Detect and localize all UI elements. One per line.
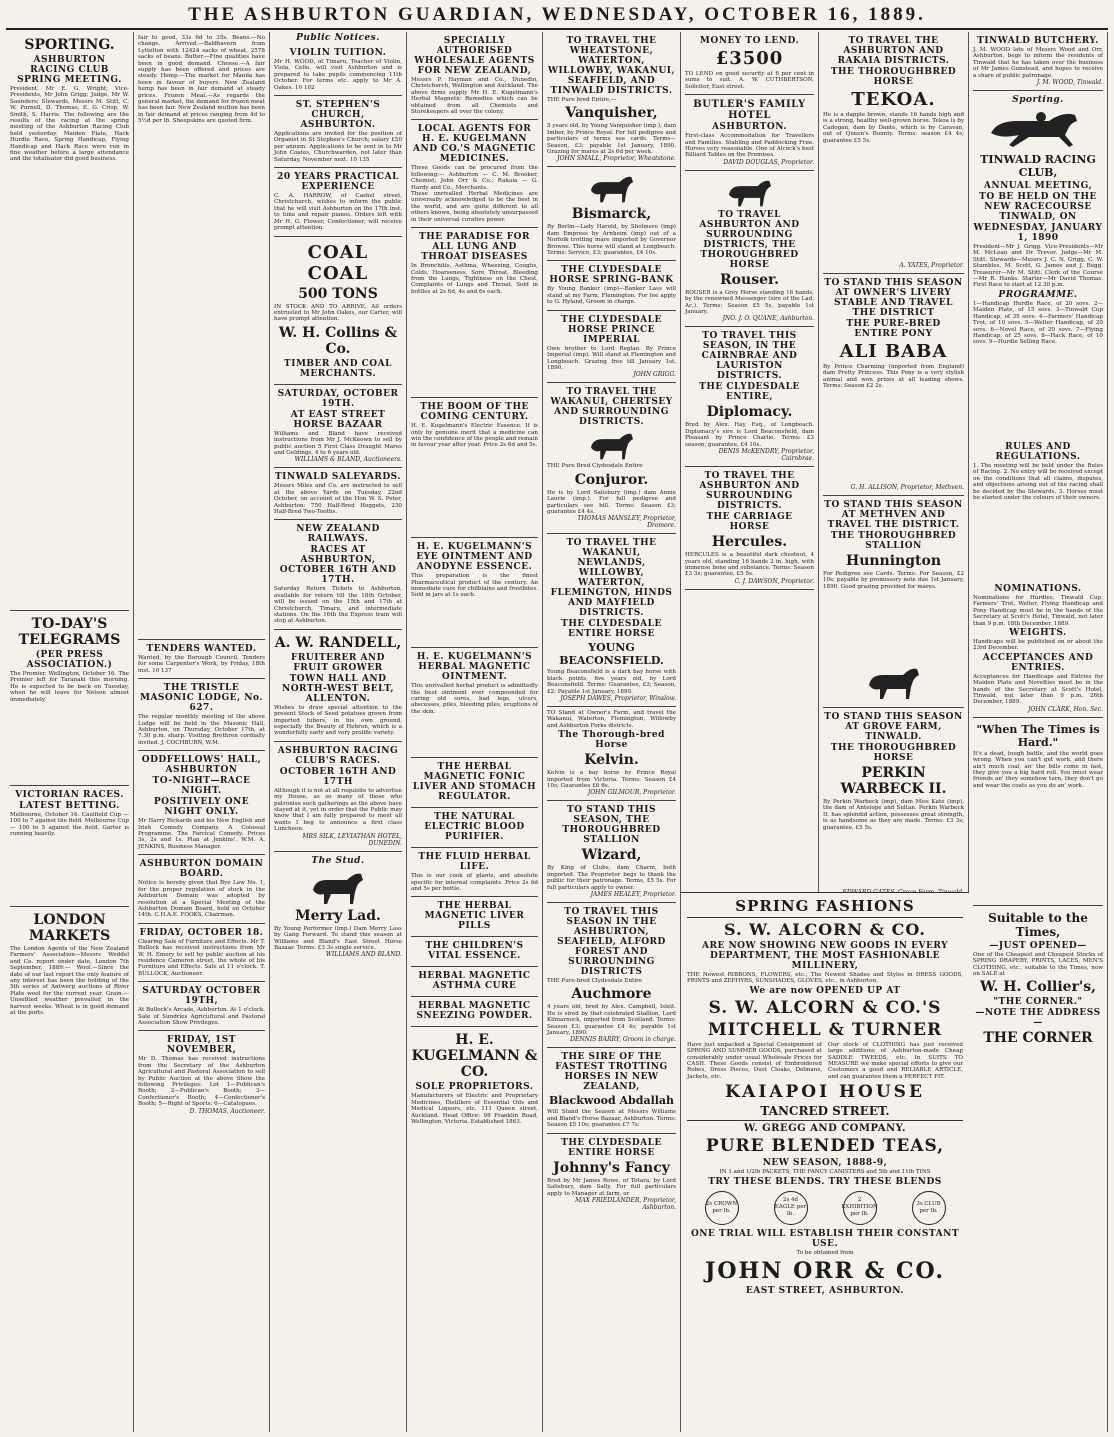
prince-imperial-text: Own brother to Lord Reglan. By Prince Imperial (imp). Will stand at Flemington and Longbeach. Grazing free till January 1st, 1890.: [547, 345, 676, 371]
auchmore-sig: DENNIS BARRY, Groom in charge.: [570, 1036, 676, 1044]
corner-title: "THE CORNER.": [993, 997, 1083, 1008]
bazaar-text: Williams and Bland have received instructions from Mr J. McKeown to sell by public auction 5 First Class Draught Mares and Geldings, 4 to 6 years old.: [274, 430, 402, 456]
fluid-text: This is our cook of plants, and absolute specific for internal complaints. Price 2s 6d and 5s per bottle.: [411, 873, 538, 892]
railways-sub: RACES AT ASHBURTON, OCTOBER 16TH AND 17TH.: [279, 545, 397, 586]
latest-betting-title: LATEST BETTING.: [19, 801, 120, 811]
obtained-text: To be obtained from: [796, 1249, 854, 1256]
collier-title: W. H. Collier's,: [979, 979, 1097, 996]
boom-text: H. E. Kugelmann's Electric Essence. It is only by genuine merit that a medicine can win the confidence of the people and remain in favour year after year. Price 2s 6d and 5s.: [411, 423, 538, 449]
kelvin-title: Kelvin.: [584, 752, 639, 769]
auchmore-pre: THE Pure-bred Clydesdale Entire: [547, 978, 643, 985]
herbal-ointment-title: H. E. KUGELMANN'S HERBAL MAGNETIC OINTMENT.: [416, 652, 533, 683]
racehorse-illustration: [983, 107, 1093, 151]
hotel-title: BUTLER'S FAMILY HOTEL: [693, 99, 806, 122]
childrens-title: THE CHILDREN'S VITAL ESSENCE.: [425, 941, 524, 962]
auchmore-title: Auchmore: [571, 986, 652, 1003]
hercules-heading: TO TRAVEL THE ASHBURTON AND SURROUNDING DISTRICTS.: [699, 471, 800, 512]
kelvin-text: Kelvin is a bay horse by Prince Royal imported from Victoria. Terms: Season £4 10s; Guarantee £6 6s.: [547, 770, 676, 789]
tea-badge-crown: 2s CROWN per lb.: [705, 1191, 739, 1225]
liver-title: THE HERBAL MAGNETIC FONIC LIVER AND STOMACH REGULATOR.: [412, 762, 537, 803]
note-address: —NOTE THE ADDRESS—: [975, 1008, 1101, 1029]
auchmore-text: 4 years old, bred by Alex. Campbell, Isleit. He is sired by that celebrated Stallion, Lord Kilmarnock, imported from Scotland. Terms: Season £3; guarantee £4 4s; payable 1st January, 1890.: [547, 1004, 676, 1037]
abdallah-heading: THE SIRE OF THE FASTEST TROTTING HORSES IN NEW ZEALAND,: [555, 1052, 668, 1093]
randell-text: Wishes to draw special attention to the present Stock of Seed potatoes grown from imported tubers, in his own ground, especially the Beauty of Hebron, which is a wonderfully early and very prolific variety.: [274, 704, 402, 737]
hercules-text: HERCULES is a beautiful dark chestnut, 4 years old, standing 16 hands 2 in. high, with immense bone and substance. Terms: Season £3 3s; guarantee, £5 5s.: [685, 552, 814, 578]
just-opened: —JUST OPENED—: [989, 940, 1087, 951]
perkin-text: By Perkin Warbeck (imp), dam Miss Kate (imp), the dam of Antelope and Sultan. Perkin Warbeck II. has splendid action, possesses great strength, is as handsome as they are made. Terms: £3 3s; guarantee, £5 5s.: [823, 799, 964, 831]
bismarck-text: By Berlin—Lady Harold, by Sholmere (imp) dam Empress by Arnheim (imp) out of a Norfolk trotting mare imported by Governor Browne. This horse will stand at Longbeach. Terms: Service, £3; guarantee, £4 10s.: [547, 224, 676, 257]
racing-club-ad-sub: OCTOBER 16TH AND 17TH: [279, 766, 397, 787]
racing-club-ad-text: Although it is not at all requisite to advertise my House, as so many of those who patronise such gatherings as the above have stayed at it, yet in order that the Public may know that I am fully prepared to meet all wants I beg to announce a first class Luncheon.: [274, 787, 402, 833]
hercules-title: Hercules.: [711, 534, 788, 551]
hard-times-text: It's a dead, tough battle, and the world goes wrong. When you can't get work, and there ain't much coal, an' the bills come in fast, they give you a big hard roll. You must wear friends an' they somehow turn, they don't go and wear the coats as you do an' work.: [973, 750, 1103, 789]
teas-title: PURE BLENDED TEAS,: [705, 1136, 945, 1157]
diplomacy-sig: DENIS McKENDRY, Proprietor, Cairnbrae.: [718, 448, 814, 463]
oddfellows-pos: POSITIVELY ONE NIGHT ONLY.: [153, 797, 250, 818]
springbank-title: THE CLYDESDALE HORSE SPRING-BANK: [549, 265, 674, 286]
column-2: [134, 32, 270, 1432]
tea-badge-eagle: 2s 4d EAGLE per lb.: [774, 1191, 808, 1225]
johnny-heading: THE CLYDESDALE ENTIRE HORSE: [561, 1137, 662, 1158]
mitchell-turner-text: Have just unpacked a Special Consignment of SPRING AND SUMMER GOODS, purchased at considerably under usual Wholesale Prices for CASH. These Goods consist of Embroidered Robes, Dress Pieces, Dust Cloaks, Dolmans, Jackets, etc.: [687, 1041, 822, 1080]
tancred-street: TANCRED STREET.: [760, 1104, 890, 1119]
beaconsfield-text: Young Beaconsfield is a dark bay horse with black points, five years old, by Lord Beaconsfield. Terms: Guarantee, £3; Season, £2; Payable 1st January, 1890.: [547, 669, 676, 695]
railways-title: NEW ZEALAND RAILWAYS.: [296, 524, 380, 545]
alcorn-text-2: THE Newest RIBBONS, FLOWERS, etc., The Newest Shades and Styles in DRESS GOODS, PRINTS and ZEPHYRS, SUNSHADES, GLOVES, etc., in Ashburton.: [687, 972, 963, 985]
mitchell-turner-clothing: Our stock of CLOTHING has just received large additions of Ashburton-made Cheap SADDLE TWEEDS, etc. In SUITS TO MEASURE we make special efforts to give our Customers a good and RELIABLE ARTICLE, and can guarantee them a PERFECT FIT.: [828, 1041, 963, 1080]
agents-title: SPECIALLY AUTHORISED WHOLESALE AGENTS FOR NEW ZEALAND,: [414, 36, 535, 76]
column-5: [543, 32, 681, 1432]
alibaba-text: By Prince Charming (imported from England) dam Pretty Princess. This Pony is a very stylish animal and won prizes at all leading shows. Terms: Season £2 2s.: [823, 364, 964, 390]
sporting-heading: SPORTING.: [24, 37, 115, 53]
horse-illustration: [303, 868, 373, 906]
vanquisher-sig: JOHN SMALL, Proprietor, Wheatstone.: [557, 155, 676, 163]
sale-title: FRIDAY, OCTOBER 18.: [139, 927, 264, 938]
coal-title: COAL COAL: [307, 241, 369, 284]
tekoa-text: He is a dapple brown, stands 16 hands high and is a strong, healthy well-grown horse. Tekoa is by Cadogan, dam by Dante, which is by Caravan, out of Queen's Bounty. Terms: season £4 4s; guarantee £5 5s.: [823, 112, 964, 144]
horse-illustration: [859, 663, 929, 701]
kugelmann-text: Manufacturers of Electric and Proprietary Medicines, Distillers of Essential Oils and Medical Liquors, etc. 111 Queen street, Auckland. Head Office: 98 Franklin Road, Wellington, Victoria. Established 1863.: [411, 1093, 538, 1125]
johnny-sig: MAX FRIEDLANDER, Proprietor, Ashburton.: [575, 1196, 676, 1211]
tea-price-badges: [687, 1191, 963, 1225]
violin-title: VIOLIN TUITION.: [289, 48, 387, 58]
collins-title: W. H. Collins & Co.: [278, 324, 398, 357]
hercules-sig: C. J. DAWSON, Proprietor.: [734, 577, 814, 585]
rouser-text: ROUSER is a Grey Horse standing 16 hands, by the renowned Messenger (sire of the Lad, Ac.). Terms: Season £5 5s, payable 1st January.: [685, 289, 814, 316]
oddfellows-title: ODDFELLOWS' HALL, ASHBURTON: [141, 755, 262, 776]
weights-title: WEIGHTS.: [1009, 627, 1067, 638]
saleyards-text: Messrs Miles and Co. are instructed to sell at the above Yards on Tuesday, 22nd October, on account of the Hon W. S. Peter, Ashburton: 750 Half-Bred Hoggets, 230 Half-Bred Two-Tooths.: [274, 483, 402, 515]
column-1: [6, 32, 134, 1432]
orr-address: EAST STREET, ASHBURTON.: [745, 1286, 905, 1297]
horse-illustration: [582, 429, 642, 461]
masthead-title: THE ASHBURTON GUARDIAN, WEDNESDAY, OCTOBER 16, 1889.: [188, 4, 926, 25]
wizard-sig: JAMES HEALEY, Proprietor.: [590, 891, 676, 899]
randell-sub: FRUITERER AND FRUIT GROWER: [291, 652, 385, 673]
diplomacy-pre: THE CLYDESDALE ENTIRE,: [699, 382, 800, 403]
collins-sub: TIMBER AND COAL MERCHANTS.: [284, 358, 392, 379]
lodge-title: THE TRISTLE MASONIC LODGE, No. 627.: [139, 683, 263, 714]
randell-title: A. W. RANDELL,: [274, 634, 402, 651]
butchery-text: J. M. WOOD late of Messrs Wood and Orr, Ashburton, begs to inform the residents of Tinwald that he has taken over the business of Mr James Gunstead, and hopes to receive a share of public patronage.: [973, 47, 1103, 79]
kelvin-districts: TO Stand at Owner's Farm, and travel the Wakanui, Waterton, Flemington, Willowby and Ashburton Forks districts.: [547, 709, 676, 729]
butchery-sig: J. M. WOOD, Tinwald.: [1036, 79, 1103, 87]
tinwald-club-title: TINWALD RACING CLUB,: [980, 153, 1096, 180]
spring-fashions-title: SPRING FASHIONS: [735, 897, 915, 915]
hunnington-pre: THE THOROUGHBRED STALLION: [830, 531, 957, 551]
sporting-label: Sporting.: [1012, 95, 1064, 106]
wizard-text: By King of Clubs, dam Charm, both imported. The Proprietor begs to thank the public for their patronage. Terms, £5 5s. For full particulars apply to owner.: [547, 865, 676, 891]
johnny-text: Bred by Mr James Rowe, of Totara, by Lord Salisbury, dam Sally. For full particulars apply to Manager at farm, or: [547, 1177, 676, 1197]
programme-text: 1—Handicap Hurdle Race, of 20 sovs. 2—Maiden Plate, of 15 sovs. 3—Tinwald Cup Handicap, of 35 sovs. 4—Farmers' Handicap Trot, of 10 sovs. 5—Welter Handicap, of 20 sovs. 6—Novel Race, of 20 sovs. 7—Flying Handicap, of 25 sovs. 8—Hack Race, of 10 sovs. 9—Hurdle Selling Race.: [973, 300, 1103, 346]
latest-betting-text: Melbourne, October 16. Caulfield Cup — 100 to 7 against the field. Melbourne Cup — 100 to 5 against the field. Garter is running heavily.: [10, 812, 129, 838]
coal-tons: 500 TONS: [298, 285, 378, 302]
newspaper-page: [6, 4, 1108, 1433]
abdallah-title: Blackwood Abdallah: [548, 1094, 675, 1108]
bismarck-title: Bismarck,: [571, 206, 652, 223]
experience-text: C. A. HARROW, of Cashel street, Christchurch, wishes to inform the public that he will visit Ashburton on the 17th inst. to tune and repair pianos. Orders left with Mr H. G. Flower, Confectioner, will receive prompt attention.: [274, 193, 402, 232]
randell-address: TOWN HALL AND NORTH-WEST BELT, ALLENTON.: [281, 673, 395, 704]
rouser-title: Rouser.: [720, 271, 779, 288]
conjuror-sig: THOMAS MANSLEY, Proprietor, Dromore.: [577, 515, 676, 530]
acceptances-text: Acceptances for Handicaps and Entries for Maiden Plate and Novelties must be in the hands of the Secretary at Scott's Hotel, Tinwald, not later than 9 p.m. 26th December, 1889.: [973, 673, 1103, 706]
columns: [6, 32, 1108, 1432]
agents-text: Messrs P. Hayman and Co., Dunedin, Christchurch, Wellington and Auckland. The above firms supply Mr H. E. Kugelmann's Herbal Magnetic Remedies which can be obtained from all Chemists and Storekeepers all over the colony.: [411, 77, 538, 116]
teas-season: NEW SEASON, 1888-9,: [762, 1158, 888, 1169]
nominations-title: NOMINATIONS.: [994, 583, 1082, 594]
bazaar-sig: WILLIAMS & BLAND, Auctioneers.: [294, 456, 402, 464]
remedies-text: These unrivalled Herbal Medicines are universally acknowledged to be the best in the world, and are quite different to all others known, being absolutely unsurpassed in their universal curative power.: [411, 191, 538, 223]
masthead: [6, 4, 1108, 30]
column-3: [270, 32, 407, 1432]
column-8: [969, 32, 1108, 1432]
rouser-heading: TO TRAVEL ASHBURTON AND SURROUNDING DISTRICTS, THE THOROUGHBRED HORSE: [699, 209, 800, 270]
tinwald-club-date: WEDNESDAY, JANUARY 1, 1890: [973, 223, 1103, 244]
eye-text: This preparation is the finest Pharmaceutical product of the century. An immediate cure for chilblains and frostbites. Sold in jars at 1s each.: [411, 573, 538, 599]
markets-continued: fair to good, 33s 6d to 35s. Beans.—No change. Arrived.—Baldhavern from Lyttelton with 12424 sacks of wheat, 2578 sacks of beans. Butter.—Fine qualities have been in good demand. Cheese.—A fair supply has been offered and prices are steady. Hemp.—The market for Manila has been in favour of buyers. New Zealand hemp has been in fair demand at steady prices. Frozen Meat.—As regards the general market, the demand for frozen meat has been fair. New Zealand mutton has been in fair demand at prices ranging from 4d to 5½d per lb. Sheepskins are quoted firm.: [138, 35, 265, 125]
diplomacy-title: Diplomacy.: [706, 404, 793, 421]
alcorn-text: ARE NOW SHOWING NEW GOODS IN EVERY DEPARTMENT, THE MOST FASHIONABLE MILLINERY,: [702, 941, 948, 971]
tinwald-club-text: President—Mr J. Grigg. Vice-Presidents—Mr M. McLean and Dr Trevor. Judge—Mr M. Stitt. Stewards—Messrs J. C. N. Grigg, C. W. Stumbles, M. Scott, G. James and J. Begg. Treasurer—Mr M. Stitt. Clerk of the Course—Mr R. Hanks. Starter—Mr David Thomas. First Race to start at 12.30 p.m.: [973, 244, 1103, 289]
friday-sale-title: FRIDAY, 1ST NOVEMBER,: [166, 1035, 237, 1056]
hercules-pre: THE CARRIAGE HORSE: [706, 512, 793, 533]
oddfellows-text: Mr Harry Rickards and his New English and Irish Comedy Company. A Colossal Programme. The Farcical Comedy. Prices 3s, 2s and 1s. Plan at Jenkins'. W.M. A. JENKINS, Business Manager.: [138, 818, 265, 850]
racing-club-title: ASHBURTON RACING CLUB SPRING MEETING.: [17, 55, 122, 85]
paradise-text: In Bronchitis, Asthma, Wheezing, Coughs, Colds, Hoarseness, Sore Throat, Bleeding from the Lungs, Tightness on the Chest, Complaints of Lungs and Throat. Sold in bottles at 2s 6d, 4s and 6s each.: [411, 263, 538, 295]
conjuror-text: He is by Lord Salisbury (imp.) dam Annie Laurie (imp.). For full pedigree and particulars see bill. Terms: Season £3; guarantee £4 4s.: [547, 489, 676, 515]
spring-drapery-text: One of the Cheapest and Cheapest Stocks of SPRING DRAPERY, PRINTS, LACES, MEN'S CLOTHING, etc., suitable to the Times, now on SALE at: [973, 951, 1103, 977]
saturday-sale-text: At Bullock's Arcade, Ashburton. At 1 o'clock. Sale of Sundries Agricultural and Pastoral Association Show Privileges.: [138, 1007, 265, 1026]
acceptances-title: ACCEPTANCES AND ENTRIES.: [982, 652, 1094, 673]
money-amount: £3500: [715, 48, 784, 69]
hotel-sig: DAVID DOUGLAS, Proprietor.: [723, 158, 814, 166]
weights-text: Handicaps will be published on or about the 23rd December.: [973, 638, 1103, 652]
alcorn-title: S. W. ALCORN & CO.: [724, 920, 926, 939]
tea-badge-club: 3s CLUB per lb.: [912, 1191, 946, 1225]
prince-imperial-sig: JOHN GRIGG.: [633, 371, 676, 379]
money-text: TO LEND on good security at 6 per cent in sums to suit. A. W. CUTHBERTSON, Solicitor, East street.: [685, 71, 814, 90]
public-notices: Public Notices.: [296, 33, 380, 43]
rules-text: 1. The meeting will be held under the Rules of Racing. 2. No entry will be received except on the conditions that all claims, disputes, and objections arising out of the racing shall be decided by the Stewards. 3. Horses must be started under the colours of their owners.: [973, 462, 1103, 501]
butchery-title: TINWALD BUTCHERY.: [977, 36, 1099, 46]
telegrams-sub: (PER PRESS ASSOCIATION.): [26, 650, 113, 670]
tinwald-club-sub: ANNUAL MEETING,: [983, 181, 1093, 192]
paradise-title: THE PARADISE FOR ALL LUNG AND THROAT DISEASES: [419, 232, 530, 263]
natural-title: THE NATURAL ELECTRIC BLOOD PURIFIER.: [424, 812, 525, 843]
alibaba-heading: TO STAND THIS SEASON AT OWNER'S LIVERY STABLE AND TRAVEL THE DISTRICT: [824, 278, 963, 318]
bazaar-title: SATURDAY, OCTOBER 19TH.: [277, 388, 399, 409]
beaconsfield-pre: THE CLYDESDALE ENTIRE HORSE: [561, 619, 662, 640]
perkin-title: PERKIN WARBECK II.: [840, 765, 947, 797]
saturday-sale-title: SATURDAY OCTOBER 19TH,: [142, 986, 261, 1007]
auchmore-districts: TO TRAVEL THIS SEASON IN THE ASHBURTON, SEAFIELD, ALFORD FOREST AND SURROUNDING DISTRICTS: [557, 907, 666, 978]
fluid-title: THE FLUID HERBAL LIFE.: [418, 852, 531, 873]
oddfellows-sub: TO-NIGHT—RACE NIGHT.: [152, 776, 251, 797]
kelvin-sig: JOHN GILMOUR, Proprietor.: [587, 789, 676, 797]
alibaba-pre: THE PURE-BRED ENTIRE PONY: [846, 319, 941, 339]
rules-title: RULES AND REGULATIONS.: [995, 441, 1081, 462]
rouser-sig: JNO. J. O. QUANE, Ashburton.: [722, 315, 814, 323]
telegram-text: The Premier. Wellington, October 16. The Premier left for Taranaki this morning. He is expected to be back on Tuesday, when he will leave for Nelson almost immediately.: [10, 671, 129, 703]
conjuror-pre: THE Pure Bred Clydesdale Entire: [547, 463, 643, 470]
hard-times-title: "When The Times is Hard.": [976, 722, 1100, 749]
beaconsfield-sig: JOSEPH DAWES, Proprietor, Winslow.: [560, 694, 676, 702]
tekoa-pre: THE THOROUGHBRED HORSE: [830, 67, 957, 87]
racing-club-ad-sig: MRS SILK, LEVIATHAN HOTEL, DUNEDIN.: [302, 832, 402, 847]
boom-title: THE BOOM OF THE COMING CENTURY.: [420, 402, 529, 423]
vanquisher-pre: THE Pure bred Entire,—: [547, 97, 617, 103]
tinwald-club-held: TO BE HELD ON THE NEW RACECOURSE TINWALD, ON: [979, 192, 1097, 223]
stephens-title: ST. STEPHEN'S CHURCH, ASHBURTON.: [295, 100, 381, 131]
money-title: MONEY TO LEND.: [699, 36, 800, 46]
vanquisher-title: Vanquisher,: [565, 105, 658, 122]
beaconsfield-districts: TO TRAVEL THE WAKANUI, NEWLANDS, WILLOWBY, WATERTON, FLEMINGTON, HINDS AND MAYFIELD DISTRICTS.: [550, 538, 673, 619]
vanquisher-text: 5 years old, by Young Vanquisher (imp.), dam Imber, by Prince Royal. For full pedigree and particulars of terms see cards. Terms—Season, £3; payable 1st January, 1890. Grazing for mares at 2s 6d per week.: [547, 123, 676, 156]
pills-title: THE HERBAL MAGNETIC LIVER PILLS: [424, 901, 525, 932]
kelvin-pre: The Thorough-bred Horse: [558, 730, 665, 751]
trial-text: ONE TRIAL WILL ESTABLISH THEIR CONSTANT USE.: [690, 1228, 960, 1249]
diplomacy-heading: TO TRAVEL THIS SEASON, IN THE CAIRNBRAE AND LAURISTON DISTRICTS.: [701, 331, 798, 382]
conjuror-districts: TO TRAVEL THE WAKANUI, CHERTSEY AND SURROUNDING DISTRICTS.: [550, 387, 673, 428]
bazaar-sub: AT EAST STREET HORSE BAZAAR: [290, 409, 386, 430]
perkin-pre: THE THOROUGHBRED HORSE: [830, 743, 957, 763]
kaiapoi-title: KAIAPOI HOUSE: [725, 1082, 925, 1103]
tenders-text: Wanted, by the Borough Council, Tenders for some Carpenter's Work, by Friday, 18th inst. 10 137: [138, 655, 265, 674]
stud-title: The Stud.: [311, 855, 365, 866]
asthma-title: HERBAL MAGNETIC ASTHMA CURE: [418, 971, 531, 992]
london-markets-text: The London Agents of the New Zealand Farmers' Association—Messrs Weddel and Co. report under date, London 7th September, 1889:— Wool.—Since the date of our last report the only feature of any interest has been the holding of the 5th series of Antwerp auctions of River Plate wool for the current year. Grain.—Unsettled weather prevailed in the harvest weeks. Wheat is in good demand at the ports.: [10, 946, 129, 1017]
telegrams-heading: TO-DAY'S TELEGRAMS: [18, 616, 121, 648]
hunnington-title: Hunnington: [845, 553, 942, 569]
stephens-text: Applications are invited for the position of Organist in St Stephen's Church; salary £50 per annum. Applications to be sent in to Mr John Coates, Churchwarden, not later than Saturday, November next. 10 135: [274, 131, 402, 163]
gregg-title: W. GREGG AND COMPANY.: [744, 1123, 906, 1135]
mitchell-turner-title: MITCHELL & TURNER: [707, 1019, 943, 1040]
hotel-sub: ASHBURTON.: [711, 122, 788, 133]
violin-text: Mr H. WOOD, of Timaru, Teacher of Violin, Viola, Cello, will visit Ashburton and is prepared to take pupils commencing 11th October. For terms etc. apply to Mr A. Oakes. 10 102: [274, 59, 402, 91]
friday-sale-sig: D. THOMAS, Auctioneer.: [189, 1107, 265, 1115]
kugelmann-sub: SOLE PROPRIETORS.: [415, 1082, 534, 1093]
teas-sub: IN 1 and 1/2lb PACKETS, THE FANCY CANISTERS and 5lb and 11lb TINS: [719, 1169, 931, 1176]
nominations-text: Nominations for Hurdles, Tinwald Cup, Farmers' Trot, Welter, Flying Handicap and Pony Handicap must be in the hands of the Secretary at Scott's Hotel, Tinwald, not later than 9 p.m. 18th December, 1889.: [973, 594, 1103, 627]
abdallah-text: Will Stand the Season at Messrs Williams and Bland's Horse Bazaar, Ashburton. Terms: Season £5 10s; guarantee £7 7s.: [547, 1109, 676, 1129]
corner-footer: THE CORNER: [983, 1030, 1093, 1047]
sneezing-title: HERBAL MAGNETIC SNEEZING POWDER.: [416, 1001, 533, 1022]
victorian-races-title: VICTORIAN RACES.: [15, 790, 124, 800]
tekoa-title: TEKOA.: [851, 89, 936, 110]
beaconsfield-title: YOUNG BEACONSFIELD.: [559, 641, 664, 668]
wizard-title: Wizard,: [581, 847, 642, 864]
alcorn-big: S. W. ALCORN & CO.'S: [708, 997, 942, 1018]
local-agents-title: LOCAL AGENTS FOR H. E. KUGELMANN AND CO.'S MAGNETIC MEDICINES.: [413, 124, 536, 165]
merry-lad-title: Merry Lad.: [295, 907, 381, 924]
lodge-text: The regular monthly meeting of the above Lodge will be held in the Masonic Hall, Ashburton, on Thursday, October 17th, at 7.30 p.m. sharp. Visiting Brethren cordially invited. J. COCHBURN, W.M.: [138, 714, 265, 746]
diplomacy-text: Bred by Alex. Hay, Esq., of Longbeach. Diplomacy's sire is Lord Beaconsfield, dam Pleasant by Prince Charlie. Terms: £3 season, guarantee, £4 10s.: [685, 422, 814, 448]
johnny-title: Johnny's Fancy: [553, 1159, 670, 1176]
herbal-ointment-text: This unrivalled herbal product is admittedly the best ointment ever compounded for curing old sores, bad legs, ulcers, abscesses, piles, bleeding piles, eruptions of the skin.: [411, 683, 538, 715]
merry-lad-sig: WILLIAMS AND BLAND.: [325, 951, 402, 959]
domain-text: Notice is hereby given that Bye Law No. 1, for the proper regulation of stock in the Ashburton Domain was adopted by resolution at a Special Meeting of the Ashburton Domain Board, held on October 14th. C.H.A.E. FOOKS, Chairman.: [138, 880, 265, 919]
sale-text: Clearing Sale of Furniture and Effects. Mr T. Bullock has received instructions from Mr W. H. Emery to sell by public auction at his residence Cameron street, the whole of his Furniture and Effects. Sale at 11 o'clock. T. BULLOCK, Auctioneer.: [138, 938, 265, 977]
domain-title: ASHBURTON DOMAIN BOARD.: [139, 859, 264, 880]
column-4: [407, 32, 543, 1432]
teas-try: TRY THESE BLENDS. TRY THESE BLENDS: [708, 1176, 942, 1187]
tekoa-heading: TO TRAVEL THE ASHBURTON AND RAKAIA DISTRICTS.: [837, 36, 950, 66]
prince-imperial-title: THE CLYDESDALE HORSE PRINCE IMPERIAL: [561, 314, 662, 345]
horse-illustration: [720, 176, 780, 208]
saleyards-title: TINWALD SALEYARDS.: [274, 472, 401, 483]
merry-lad-text: By Young Performer (imp.) Dam Merry Lass by Gang Forward. To stand this season at Williams and Bland's East Street Horse Bazaar. Terms: £3 3s single service.: [274, 925, 402, 951]
conjuror-title: Conjuror.: [574, 471, 649, 488]
hotel-text: First-class Accommodation for Travellers and Families. Stabling and Paddocking Free. Horses very reasonable. One of Alcock's best Billiard Tables on the Premises.: [685, 133, 814, 159]
alcorn-open: We are now OPENED UP AT: [749, 985, 901, 996]
tenders-title: TENDERS WANTED.: [146, 644, 257, 654]
hunnington-text: For Pedigree see Cards. Terms: For Season, £2 10s; payable by promissory note due 1st January, 1890. Good grazing provided for mares.: [823, 571, 964, 590]
springbank-text: By Young Banker (imp)—Banker Lass will stand at my Farm, Flemington. For fee apply to G. Hyland, Groom in charge.: [547, 286, 676, 306]
racing-report: President, Mr E. G. Wright; Vice-Presidents, Mr John Grigg; Judge, Mr W. Saunders; Stewards, Messrs M. Stitt, C. W. Purnell, D. Thomas, E. G. Crisp, W. Smith, S. Harris. The following are the results of the racing at the spring meeting of the Ashburton Racing Club held yesterday. Maiden Plate, Hack Hurdle Race, Spring Handicap, Flying Handicap and Hack Race were run in fine weather before a large attendance and the totalisator did good business.: [10, 86, 129, 163]
suitable-title: Suitable to the Times,: [988, 910, 1088, 939]
railways-text: Saturday Return Tickets to Ashburton, available for return till the 18th October, will be issued on the 15th and 17th at Christchurch, Timaru, and intermediate stations. On the 16th the Express train will stop at Ashburton.: [274, 586, 402, 625]
experience-title: 20 YEARS PRACTICAL EXPERIENCE: [277, 172, 399, 193]
coal-text: IN STOCK AND TO ARRIVE. All orders entrusted to Mr John Oakes, our Carter, will have prompt attention.: [274, 303, 402, 323]
alcorn-advert: [681, 892, 969, 1432]
tekoa-sig: A. YATES, Proprietor.: [899, 262, 964, 269]
london-markets-heading: LONDON MARKETS: [28, 912, 111, 944]
orr-title: JOHN ORR & CO.: [704, 1258, 946, 1285]
friday-sale-text: Mr D. Thomas has received instructions from the Secretary of the Ashburton Agricultural and Pastoral Association to sell by Public Auction at the above Show the following Privileges: Lot 1—Publican's Booth; 2—Publican's Booth; 3—Confectioner's Booth; 4—Confectioner's Booth; 5—Right of Sports; 6—Catalogues.: [138, 1056, 265, 1108]
alibaba-title: ALI BABA: [839, 341, 948, 362]
local-agents-text: These Goods can be procured from the following:— Ashburton — C. M. Brooker, Chemist; John Orr & Co.; Rakaia — G. Hardy and Co., Merchants.: [411, 165, 538, 191]
alibaba-sig: G. H. ALLISON, Proprietor, Methven.: [850, 484, 964, 491]
vanquisher-districts: TO TRAVEL THE WHEATSTONE, WATERTON, WILLOWBY, WAKANUI, SEAFIELD, AND TINWALD DISTRICTS.: [547, 36, 676, 96]
hunnington-heading: TO STAND THIS SEASON AT METHVEN AND TRAVEL THE DISTRICT.: [824, 500, 963, 530]
tea-badge-exhibition: 2 EXHIBITION per lb.: [843, 1191, 877, 1225]
perkin-heading: TO STAND THIS SEASON AT GROVE FARM, TINWALD.: [824, 712, 963, 742]
wizard-heading: TO STAND THIS SEASON, THE THOROUGHBRED STALLION: [562, 805, 661, 846]
eye-title: H. E. KUGELMANN'S EYE OINTMENT AND ANODYNE ESSENCE.: [416, 542, 533, 573]
racing-club-ad-title: ASHBURTON RACING CLUB'S RACES.: [277, 745, 399, 766]
kugelmann-firm: H. E. KUGELMANN & CO.: [411, 1032, 538, 1081]
programme-title: PROGRAMME.: [998, 289, 1078, 300]
horse-illustration: [582, 172, 642, 204]
secretary-sig: JOHN CLARK, Hon. Sec.: [1028, 705, 1103, 713]
